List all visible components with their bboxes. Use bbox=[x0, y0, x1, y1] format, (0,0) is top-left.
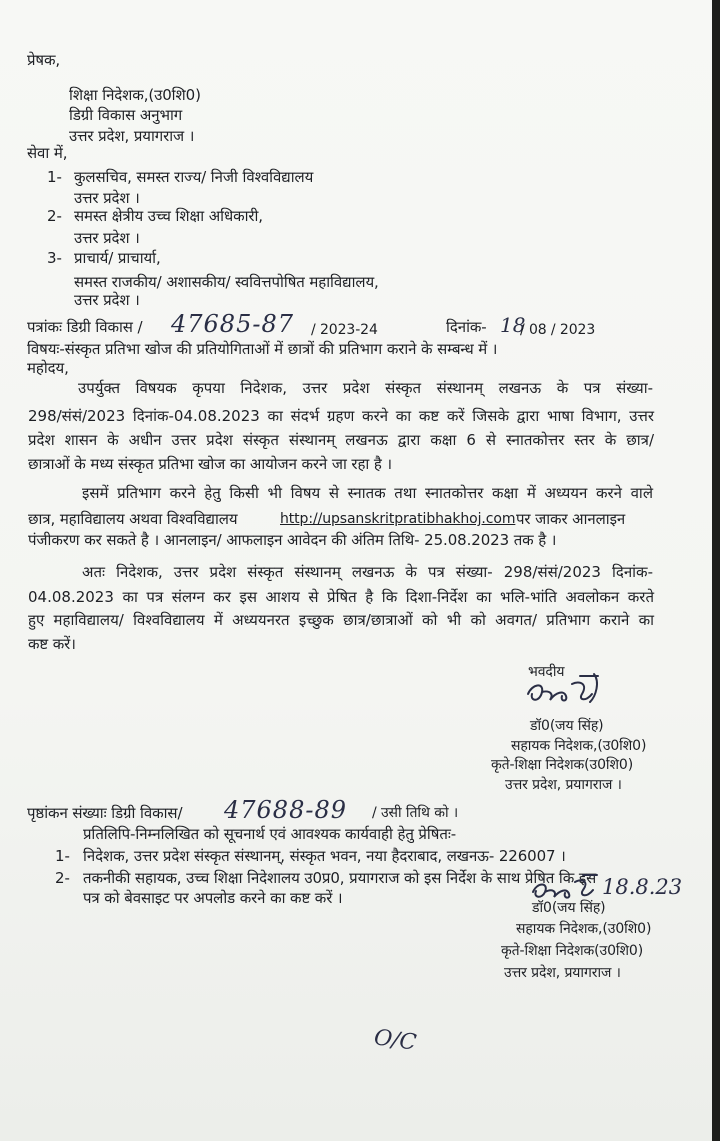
recipients-label: सेवा में, bbox=[27, 144, 68, 162]
signatory-designation: सहायक निदेशक,(उ0शि0) bbox=[511, 738, 647, 754]
paragraph-line: हुए महाविद्यालय/ विश्वविद्यालय में अध्ययनरत इच्छुक छात्र/छात्राओं को भी को अवगत/ प्रतिभाग कराने का bbox=[28, 611, 654, 629]
signatory-name: डॉ0(जय सिंह) bbox=[530, 718, 604, 734]
subject-line: विषयः-संस्कृत प्रतिभा खोज की प्रतियोगिताओं में छात्रों की प्रतिभाग कराने के सम्बन्ध में । bbox=[27, 340, 498, 358]
endorsement-item-text: तकनीकी सहायक, उच्च शिक्षा निदेशालय उ0प्र0, प्रयागराज को इस निर्देश के साथ प्रेषित कि इस bbox=[83, 869, 597, 887]
paragraph-line: उपर्युक्त विषयक कृपया निदेशक, उत्तर प्रदेश संस्कृत संस्थानम् लखनऊ के पत्र संख्या- bbox=[78, 379, 653, 397]
sender-line: उत्तर प्रदेश, प्रयागराज । bbox=[69, 127, 195, 145]
recipient-line: उत्तर प्रदेश । bbox=[74, 229, 140, 247]
closing-text: भवदीय bbox=[528, 664, 565, 680]
paragraph-line: छात्राओं के मध्य संस्कृत प्रतिभा खोज का आयोजन करने जा रहा है । bbox=[28, 455, 392, 473]
paragraph-line: अतः निदेशक, उत्तर प्रदेश संस्कृत संस्थानम् लखनऊ के पत्र संख्या- 298/संसं/2023 दिनांक- bbox=[82, 563, 653, 581]
recipient-line: समस्त क्षेत्रीय उच्च शिक्षा अधिकारी, bbox=[74, 207, 263, 225]
endorsement-item-number: 1- bbox=[55, 847, 70, 865]
paragraph-text: पर जाकर आनलाइन bbox=[516, 510, 626, 528]
signatory-on-behalf: कृते-शिक्षा निदेशक(उ0शि0) bbox=[491, 757, 634, 773]
signatory-name: डॉ0(जय सिंह) bbox=[532, 900, 606, 916]
paragraph-line: इसमें प्रतिभाग करने हेतु किसी भी विषय से स्नातक तथा स्नातकोत्तर कक्षा में अध्ययन करने वाले bbox=[82, 484, 653, 502]
recipient-number: 1- bbox=[47, 168, 62, 186]
paragraph-text: छात्र, महाविद्यालय अथवा विश्वविद्यालय bbox=[28, 510, 238, 528]
signature-1-image bbox=[520, 672, 610, 710]
reference-date-rest: / 08 / 2023 bbox=[520, 322, 596, 338]
registration-website-link[interactable]: http://upsanskritpratibhakhoj.com bbox=[280, 511, 516, 527]
recipient-number: 3- bbox=[47, 249, 62, 267]
signature-2-image bbox=[527, 872, 602, 902]
endorsement-number-handwritten: 47688-89 bbox=[224, 796, 347, 824]
salutation: महोदय, bbox=[27, 359, 69, 377]
paragraph-line: कष्ट करें। bbox=[28, 635, 76, 653]
reference-date-label: दिनांक- bbox=[446, 318, 487, 336]
signatory-place: उत्तर प्रदेश, प्रयागराज । bbox=[505, 777, 622, 793]
sender-label: प्रेषक, bbox=[27, 51, 61, 69]
recipient-line: उत्तर प्रदेश । bbox=[74, 291, 140, 309]
endorsement-prefix: पृष्ठांकन संख्याः डिग्री विकास/ bbox=[27, 804, 183, 822]
endorsement-item-number: 2- bbox=[55, 869, 70, 887]
endorsement-intro: प्रतिलिपि-निम्नलिखित को सूचनार्थ एवं आवश्यक कार्यवाही हेतु प्रेषितः- bbox=[83, 825, 457, 843]
paragraph-line: 298/संसं/2023 दिनांक-04.08.2023 का संदर्भ ग्रहण करने का कष्ट करें जिसके द्वारा भाषा विभाग, उत्तर bbox=[28, 407, 654, 425]
paragraph-line: पंजीकरण कर सकते है । आनलाइन/ आफलाइन आवेदन की अंतिम तिथि- 25.08.2023 तक है । bbox=[28, 531, 557, 549]
reference-date-day-handwritten: 18 bbox=[500, 313, 526, 337]
signatory-designation: सहायक निदेशक,(उ0शि0) bbox=[516, 921, 652, 937]
page-edge-shadow bbox=[712, 0, 720, 1141]
paragraph-line: 04.08.2023 का पत्र संलग्न कर इस आशय से प्रेषित है कि दिशा-निर्देश का भलि-भांति अवलोकन करते bbox=[28, 588, 654, 606]
signatory-on-behalf: कृते-शिक्षा निदेशक(उ0शि0) bbox=[501, 943, 644, 959]
signature-2-date-handwritten: 18.8.23 bbox=[602, 875, 683, 899]
recipient-line: उत्तर प्रदेश । bbox=[74, 189, 140, 207]
sender-line: डिग्री विकास अनुभाग bbox=[69, 106, 183, 124]
endorsement-suffix: / उसी तिथि को । bbox=[372, 805, 459, 821]
reference-year: / 2023-24 bbox=[311, 322, 378, 338]
endorsement-item-text: पत्र को बेवसाइट पर अपलोड करने का कष्ट करें । bbox=[83, 889, 343, 907]
endorsement-item-text: निदेशक, उत्तर प्रदेश संस्कृत संस्थानम्, संस्कृत भवन, नया हैदराबाद, लखनऊ- 226007 । bbox=[83, 847, 566, 865]
signatory-place: उत्तर प्रदेश, प्रयागराज । bbox=[504, 965, 621, 981]
reference-prefix: पत्रांकः डिग्री विकास / bbox=[27, 318, 143, 336]
paragraph-line: प्रदेश शासन के अधीन उत्तर प्रदेश संस्कृत संस्थानम् लखनऊ द्वारा कक्षा 6 से स्नातकोत्तर स्तर के छात्र/ bbox=[28, 431, 654, 449]
recipient-line: कुलसचिव, समस्त राज्य/ निजी विश्वविद्यालय bbox=[74, 168, 314, 186]
recipient-line: समस्त राजकीय/ अशासकीय/ स्ववित्तपोषित महाविद्यालय, bbox=[74, 273, 379, 291]
office-copy-mark-handwritten: O/C bbox=[372, 1025, 418, 1056]
reference-number-handwritten: 47685-87 bbox=[171, 310, 294, 338]
recipient-number: 2- bbox=[47, 207, 62, 225]
recipient-line: प्राचार्य/ प्राचार्या, bbox=[74, 249, 161, 267]
sender-line: शिक्षा निदेशक,(उ0शि0) bbox=[69, 86, 201, 104]
